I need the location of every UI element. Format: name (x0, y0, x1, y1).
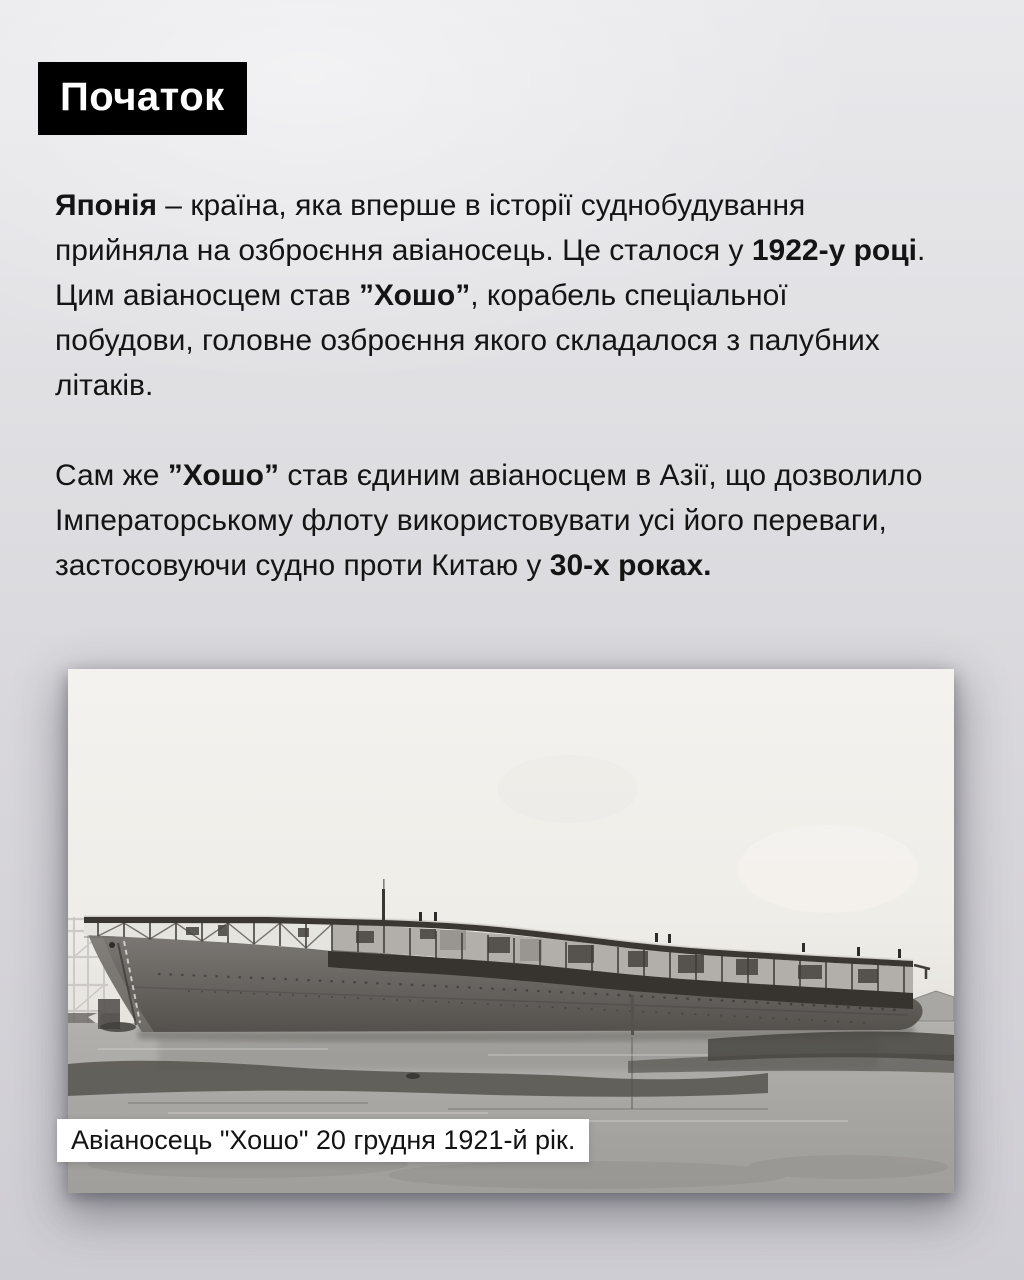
text: . (917, 234, 926, 267)
ship-photo-art (68, 669, 954, 1193)
text-line (55, 543, 985, 588)
text: Імператорському флоту використовувати усі його переваги, (55, 504, 887, 537)
mast-top (383, 879, 385, 891)
bold-text: Японія (55, 189, 157, 222)
paragraph-1 (55, 183, 985, 408)
bold-text: 30-х роках. (549, 549, 712, 582)
text-line (55, 498, 985, 543)
hawse (109, 942, 115, 948)
sky-stain (738, 825, 918, 913)
paragraph-2 (55, 453, 985, 588)
text: побудови, головне озброєння якого складалося з палубних (55, 324, 880, 357)
text: Сам же (55, 459, 168, 492)
water-stake (631, 995, 634, 1035)
section-title-box (38, 62, 247, 135)
text-line (55, 183, 985, 228)
bold-text: ”Хошо” (358, 279, 471, 312)
photo-caption-text: Авіаносець "Хошо" 20 грудня 1921-й рік. (71, 1125, 576, 1155)
text: став єдиним авіаносцем в Азії, що дозволило (279, 459, 923, 492)
ship-photo (68, 669, 954, 1193)
mast (382, 889, 385, 921)
article-text (55, 183, 985, 588)
text: літаків. (55, 369, 154, 402)
text: прийняла на озброєння авіаносець. Це сталося у (55, 234, 752, 267)
text-line (55, 273, 985, 318)
text-line (55, 228, 985, 273)
text-line (55, 363, 985, 408)
photo-caption (57, 1119, 589, 1162)
small-boat (100, 1022, 136, 1032)
text: – країна, яка вперше в історії суднобудування (156, 189, 806, 222)
sky-stain (498, 755, 638, 823)
bold-text: ”Хошо” (167, 459, 280, 492)
text-line (55, 318, 985, 363)
text: Цим авіаносцем став (55, 279, 359, 312)
bold-text: 1922-у році (751, 234, 918, 267)
text-line (55, 453, 985, 498)
text: , корабель спеціальної (470, 279, 788, 312)
section-title: Початок (60, 75, 225, 119)
text: застосовуючи судно проти Китаю у (55, 549, 550, 582)
